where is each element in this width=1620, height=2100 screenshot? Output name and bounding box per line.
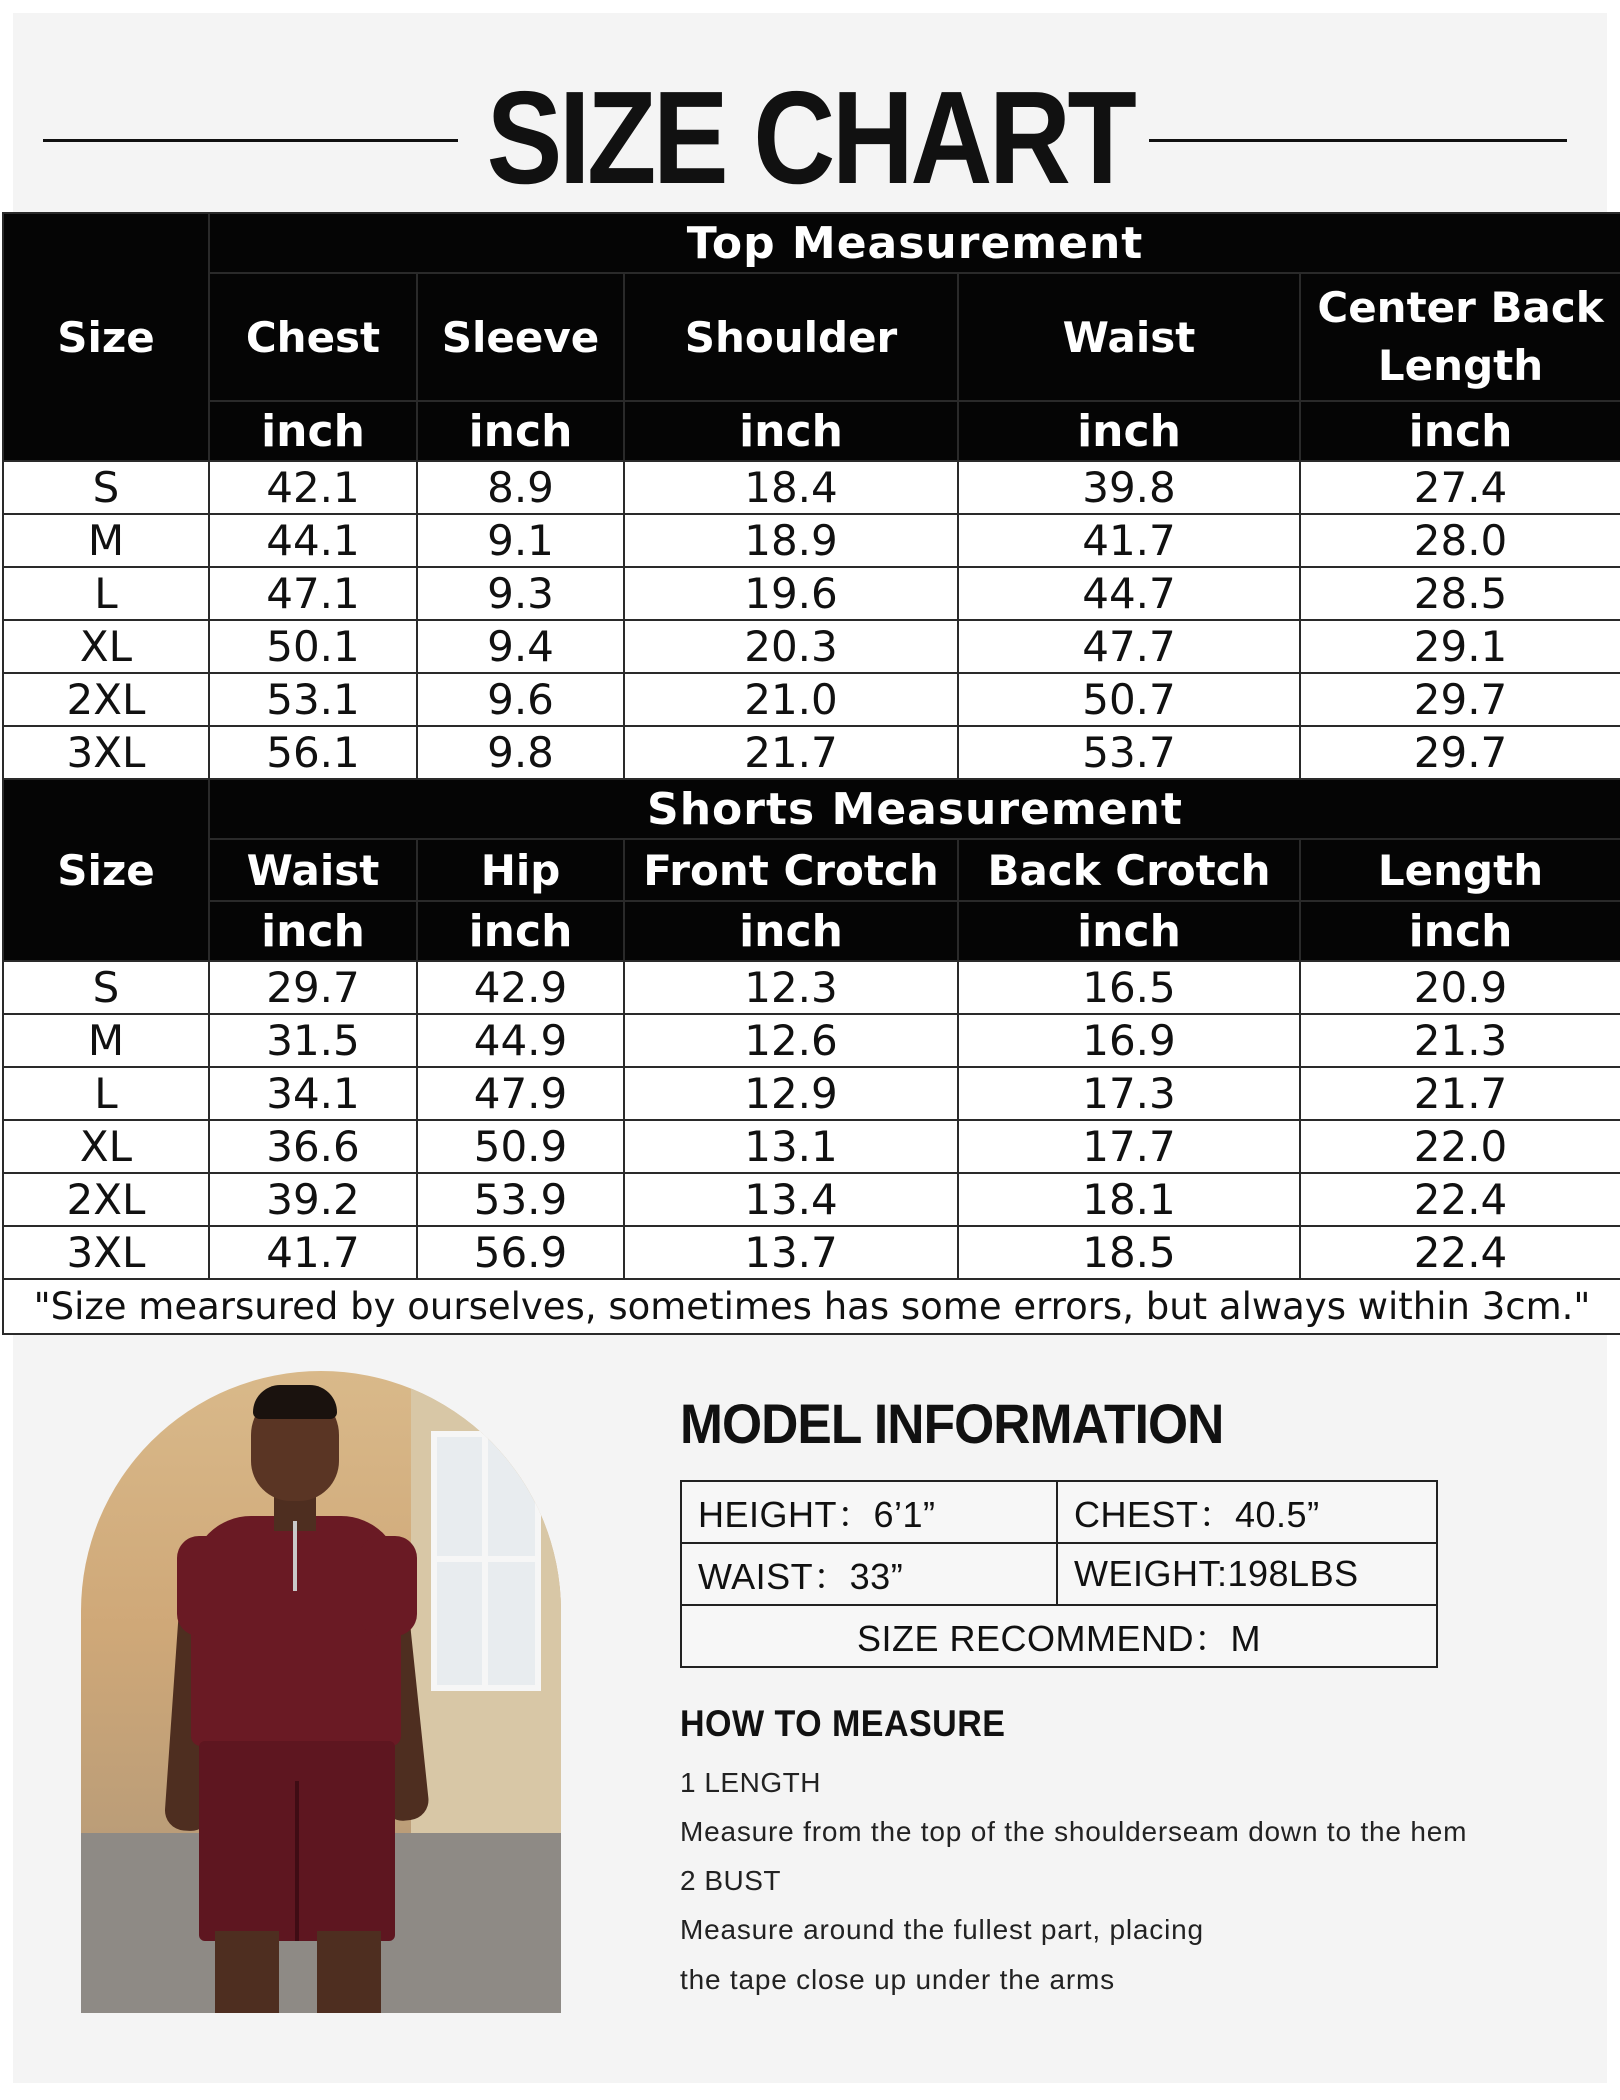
- top-measurement-table: [2, 212, 1620, 780]
- value-cell: 50.1: [209, 620, 417, 673]
- value-cell: 22.4: [1300, 1226, 1620, 1279]
- column-header: Shoulder: [624, 273, 958, 401]
- value-cell: 53.9: [417, 1173, 624, 1226]
- column-header: Waist: [209, 839, 417, 901]
- table-row: [3, 567, 1620, 620]
- table-row: [3, 1173, 1620, 1226]
- title-rule-right: [1149, 139, 1567, 142]
- size-cell: 3XL: [3, 1226, 209, 1279]
- size-cell: 2XL: [3, 673, 209, 726]
- column-header: Center Back Length: [1300, 273, 1620, 401]
- value-cell: 50.9: [417, 1120, 624, 1173]
- size-cell: L: [3, 567, 209, 620]
- value-cell: 47.9: [417, 1067, 624, 1120]
- table-row: [3, 461, 1620, 514]
- value-cell: 13.1: [624, 1120, 958, 1173]
- value-cell: 44.1: [209, 514, 417, 567]
- value-cell: 19.6: [624, 567, 958, 620]
- size-recommend: SIZE RECOMMEND：M: [681, 1605, 1437, 1667]
- value-cell: 41.7: [958, 514, 1300, 567]
- column-header: Length: [1300, 839, 1620, 901]
- value-cell: 31.5: [209, 1014, 417, 1067]
- measurement-note: "Size mearsured by ourselves, sometimes has some errors, but always within 3cm.": [3, 1279, 1620, 1334]
- value-cell: 13.7: [624, 1226, 958, 1279]
- size-cell: L: [3, 1067, 209, 1120]
- value-cell: 39.8: [958, 461, 1300, 514]
- value-cell: 47.1: [209, 567, 417, 620]
- page-title: SIZE CHART: [486, 64, 1134, 211]
- unit-label: inch: [1300, 901, 1620, 961]
- top-section-title: Top Measurement: [209, 213, 1620, 273]
- size-cell: M: [3, 1014, 209, 1067]
- unit-label: inch: [209, 901, 417, 961]
- value-cell: 12.3: [624, 961, 958, 1014]
- model-info-panel: [13, 1343, 1607, 2083]
- value-cell: 16.5: [958, 961, 1300, 1014]
- value-cell: 9.6: [417, 673, 624, 726]
- value-cell: 22.0: [1300, 1120, 1620, 1173]
- value-cell: 18.5: [958, 1226, 1300, 1279]
- value-cell: 29.7: [1300, 726, 1620, 779]
- value-cell: 53.1: [209, 673, 417, 726]
- unit-label: inch: [209, 401, 417, 461]
- table-row: [3, 1120, 1620, 1173]
- shorts-measurement-table: [2, 778, 1620, 1335]
- value-cell: 28.5: [1300, 567, 1620, 620]
- shorts-section-title: Shorts Measurement: [209, 779, 1620, 839]
- value-cell: 29.7: [1300, 673, 1620, 726]
- value-cell: 53.7: [958, 726, 1300, 779]
- value-cell: 29.7: [209, 961, 417, 1014]
- unit-label: inch: [624, 901, 958, 961]
- table-row: [3, 673, 1620, 726]
- value-cell: 9.4: [417, 620, 624, 673]
- size-cell: 3XL: [3, 726, 209, 779]
- top-table-body: [3, 461, 1620, 779]
- model-info-table: [680, 1480, 1438, 1668]
- value-cell: 29.1: [1300, 620, 1620, 673]
- size-cell: XL: [3, 620, 209, 673]
- size-column-header: Size: [3, 779, 209, 961]
- value-cell: 36.6: [209, 1120, 417, 1173]
- table-row: [3, 1067, 1620, 1120]
- unit-label: inch: [417, 901, 624, 961]
- unit-label: inch: [958, 401, 1300, 461]
- value-cell: 50.7: [958, 673, 1300, 726]
- how-to-measure-title: HOW TO MEASURE: [680, 1703, 1006, 1744]
- value-cell: 9.8: [417, 726, 624, 779]
- value-cell: 8.9: [417, 461, 624, 514]
- value-cell: 12.9: [624, 1067, 958, 1120]
- unit-label: inch: [1300, 401, 1620, 461]
- table-row: [3, 1014, 1620, 1067]
- column-header: Hip: [417, 839, 624, 901]
- value-cell: 17.7: [958, 1120, 1300, 1173]
- size-cell: M: [3, 514, 209, 567]
- size-column-header: Size: [3, 213, 209, 461]
- value-cell: 18.1: [958, 1173, 1300, 1226]
- table-row: [3, 1226, 1620, 1279]
- value-cell: 42.9: [417, 961, 624, 1014]
- value-cell: 18.4: [624, 461, 958, 514]
- unit-label: inch: [958, 901, 1300, 961]
- column-header: Front Crotch: [624, 839, 958, 901]
- value-cell: 41.7: [209, 1226, 417, 1279]
- model-photo: [81, 1371, 561, 2013]
- window-shape: [431, 1431, 541, 1691]
- shorts-table-body: [3, 961, 1620, 1279]
- value-cell: 20.9: [1300, 961, 1620, 1014]
- step-length-text: Measure from the top of the shoulderseam down to the hem: [680, 1816, 1468, 1847]
- unit-label: inch: [624, 401, 958, 461]
- value-cell: 34.1: [209, 1067, 417, 1120]
- value-cell: 9.1: [417, 514, 624, 567]
- value-cell: 21.7: [624, 726, 958, 779]
- size-cell: S: [3, 461, 209, 514]
- value-cell: 9.3: [417, 567, 624, 620]
- model-chest: CHEST：40.5”: [1057, 1481, 1437, 1543]
- column-header: Sleeve: [417, 273, 624, 401]
- step-length-label: 1 LENGTH: [680, 1767, 821, 1798]
- value-cell: 18.9: [624, 514, 958, 567]
- value-cell: 16.9: [958, 1014, 1300, 1067]
- column-header: Back Crotch: [958, 839, 1300, 901]
- value-cell: 20.3: [624, 620, 958, 673]
- value-cell: 56.9: [417, 1226, 624, 1279]
- model-weight: WEIGHT:198LBS: [1057, 1543, 1437, 1605]
- table-row: [3, 620, 1620, 673]
- title-row: [13, 64, 1607, 211]
- value-cell: 56.1: [209, 726, 417, 779]
- model-height: HEIGHT：6’1”: [681, 1481, 1057, 1543]
- size-cell: XL: [3, 1120, 209, 1173]
- value-cell: 22.4: [1300, 1173, 1620, 1226]
- table-row: [3, 961, 1620, 1014]
- value-cell: 17.3: [958, 1067, 1300, 1120]
- value-cell: 27.4: [1300, 461, 1620, 514]
- value-cell: 44.9: [417, 1014, 624, 1067]
- size-cell: 2XL: [3, 1173, 209, 1226]
- model-waist: WAIST：33”: [681, 1543, 1057, 1605]
- value-cell: 21.7: [1300, 1067, 1620, 1120]
- value-cell: 21.3: [1300, 1014, 1620, 1067]
- size-cell: S: [3, 961, 209, 1014]
- step-bust-label: 2 BUST: [680, 1865, 782, 1896]
- unit-label: inch: [417, 401, 624, 461]
- column-header: Chest: [209, 273, 417, 401]
- value-cell: 42.1: [209, 461, 417, 514]
- column-header: Waist: [958, 273, 1300, 401]
- value-cell: 12.6: [624, 1014, 958, 1067]
- value-cell: 21.0: [624, 673, 958, 726]
- table-row: [3, 726, 1620, 779]
- value-cell: 47.7: [958, 620, 1300, 673]
- step-bust-text-2: the tape close up under the arms: [680, 1964, 1115, 1995]
- value-cell: 39.2: [209, 1173, 417, 1226]
- shorts-shape: [199, 1741, 395, 1941]
- table-row: [3, 514, 1620, 567]
- value-cell: 28.0: [1300, 514, 1620, 567]
- value-cell: 44.7: [958, 567, 1300, 620]
- model-info-title: MODEL INFORMATION: [680, 1392, 1224, 1455]
- step-bust-text-1: Measure around the fullest part, placing: [680, 1914, 1204, 1945]
- value-cell: 13.4: [624, 1173, 958, 1226]
